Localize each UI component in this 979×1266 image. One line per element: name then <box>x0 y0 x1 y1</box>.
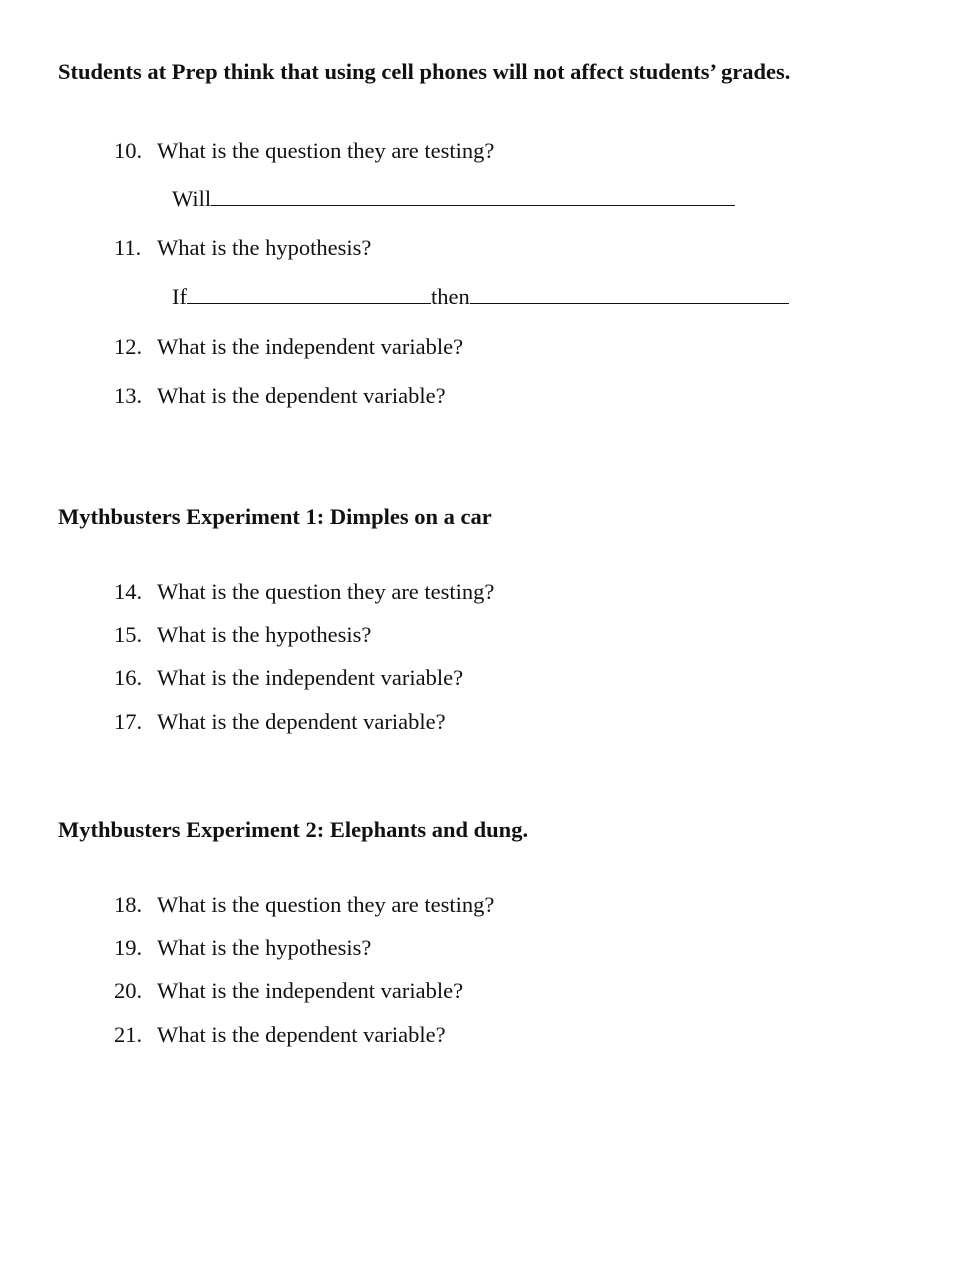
question-11 <box>114 234 371 262</box>
question-19 <box>114 934 371 962</box>
question-14 <box>114 578 494 606</box>
then-word: then <box>431 284 470 309</box>
question-number: 12. <box>114 334 143 359</box>
question-text: What is the independent variable? <box>157 665 464 690</box>
section-heading-dimples-on-a-car: Mythbusters Experiment 1: Dimples on a car <box>58 504 492 529</box>
question-text: What is the independent variable? <box>157 978 464 1003</box>
question-20 <box>114 977 463 1005</box>
question-text: What is the question they are testing? <box>157 579 495 604</box>
question-number: 14. <box>114 579 143 604</box>
question-number: 18. <box>114 892 143 917</box>
question-text: What is the question they are testing? <box>157 138 495 163</box>
question-10 <box>114 137 494 165</box>
question-17 <box>114 708 446 736</box>
question-text: What is the independent variable? <box>157 334 464 359</box>
will-prefix: Will <box>172 186 212 211</box>
question-number: 13. <box>114 383 143 408</box>
question-text: What is the question they are testing? <box>157 892 495 917</box>
question-number: 10. <box>114 138 143 163</box>
question-15 <box>114 621 371 649</box>
will-answer-blank[interactable] <box>211 185 735 206</box>
question-number: 15. <box>114 622 143 647</box>
question-number: 19. <box>114 935 143 960</box>
question-text: What is the hypothesis? <box>157 235 372 260</box>
question-21 <box>114 1021 446 1049</box>
question-number: 16. <box>114 665 143 690</box>
question-text: What is the dependent variable? <box>157 383 446 408</box>
then-answer-blank[interactable] <box>470 283 789 304</box>
section-heading-cell-phones: Students at Prep think that using cell phones will not affect students’ grades. <box>58 59 791 84</box>
question-number: 11. <box>114 235 142 260</box>
question-text: What is the hypothesis? <box>157 622 372 647</box>
question-text: What is the dependent variable? <box>157 709 446 734</box>
will-fill-in-line <box>172 185 735 213</box>
question-18 <box>114 891 494 919</box>
question-number: 20. <box>114 978 143 1003</box>
question-13 <box>114 382 446 410</box>
question-text: What is the hypothesis? <box>157 935 372 960</box>
question-12 <box>114 333 463 361</box>
question-number: 21. <box>114 1022 143 1047</box>
if-answer-blank[interactable] <box>187 283 431 304</box>
question-text: What is the dependent variable? <box>157 1022 446 1047</box>
if-prefix: If <box>172 284 187 309</box>
question-number: 17. <box>114 709 143 734</box>
section-heading-elephants-and-dung: Mythbusters Experiment 2: Elephants and dung. <box>58 817 529 842</box>
question-16 <box>114 664 463 692</box>
if-then-fill-in-line <box>172 283 789 311</box>
